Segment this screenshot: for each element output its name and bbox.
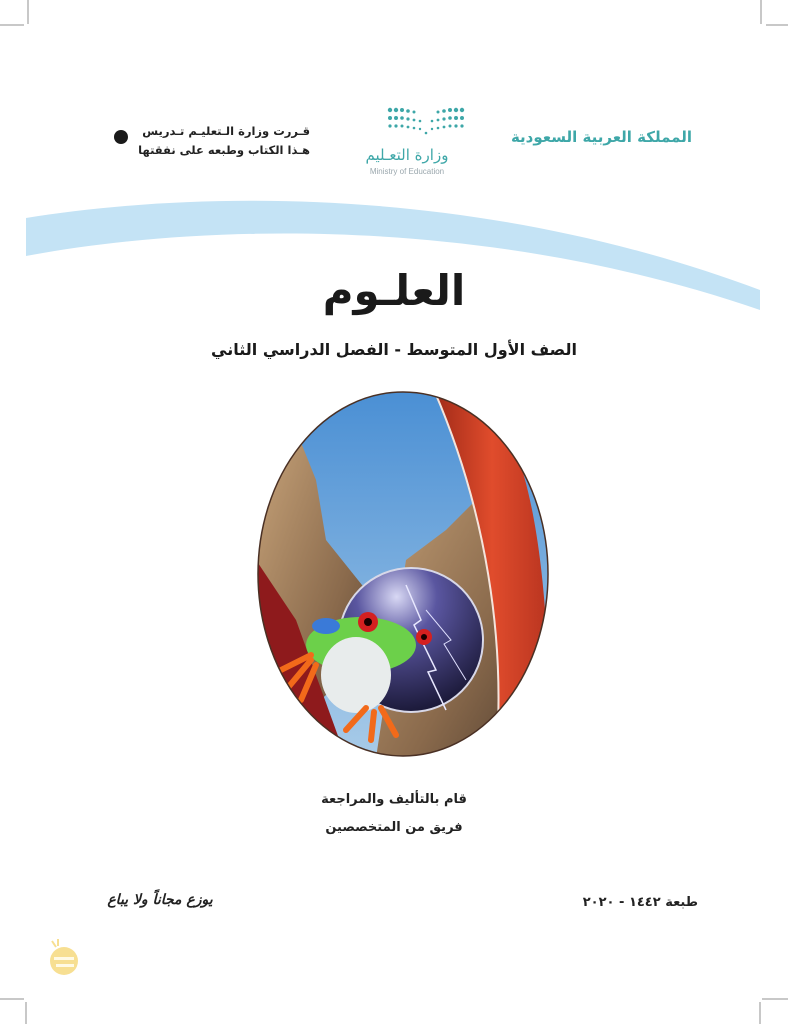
book-subtitle: الصف الأول المتوسط - الفصل الدراسي الثاني xyxy=(211,340,577,359)
crop-mark-top-left-v xyxy=(27,0,29,24)
crop-mark-top-left-h xyxy=(0,24,24,26)
bullet-dot-icon xyxy=(114,130,128,144)
publisher-logo-icon xyxy=(46,937,80,977)
crop-mark-bottom-left-v xyxy=(25,1002,27,1024)
crop-mark-bottom-right-v xyxy=(759,1002,761,1024)
edition-label: طبعة ١٤٤٢ - ٢٠٢٠ xyxy=(582,895,698,910)
approval-line-2: هـذا الكتاب وطبعه على نفقتها xyxy=(138,143,310,157)
approval-line-1: قـررت وزارة الـتعليـم تـدريس xyxy=(142,124,310,138)
authors-team: فريق من المتخصصين xyxy=(325,820,463,835)
crop-mark-bottom-left-h xyxy=(0,998,24,1000)
free-distribution-note: يوزع مجاناً ولا يباع xyxy=(107,892,213,908)
crop-mark-bottom-right-h xyxy=(762,998,788,1000)
approval-statement xyxy=(138,122,310,160)
kingdom-name: المملكة العربية السعودية xyxy=(510,128,692,146)
crop-mark-top-right-h xyxy=(766,24,788,26)
book-title: العلـوم xyxy=(322,266,466,315)
ministry-name-arabic: وزارة التعـليم xyxy=(365,146,449,164)
ministry-name-english: Ministry of Education xyxy=(369,167,445,176)
cover-illustration-frog xyxy=(256,390,550,758)
authorship-label: قام بالتأليف والمراجعة xyxy=(321,792,467,807)
crop-mark-top-right-v xyxy=(760,0,762,24)
ministry-logo-icon xyxy=(386,106,466,136)
